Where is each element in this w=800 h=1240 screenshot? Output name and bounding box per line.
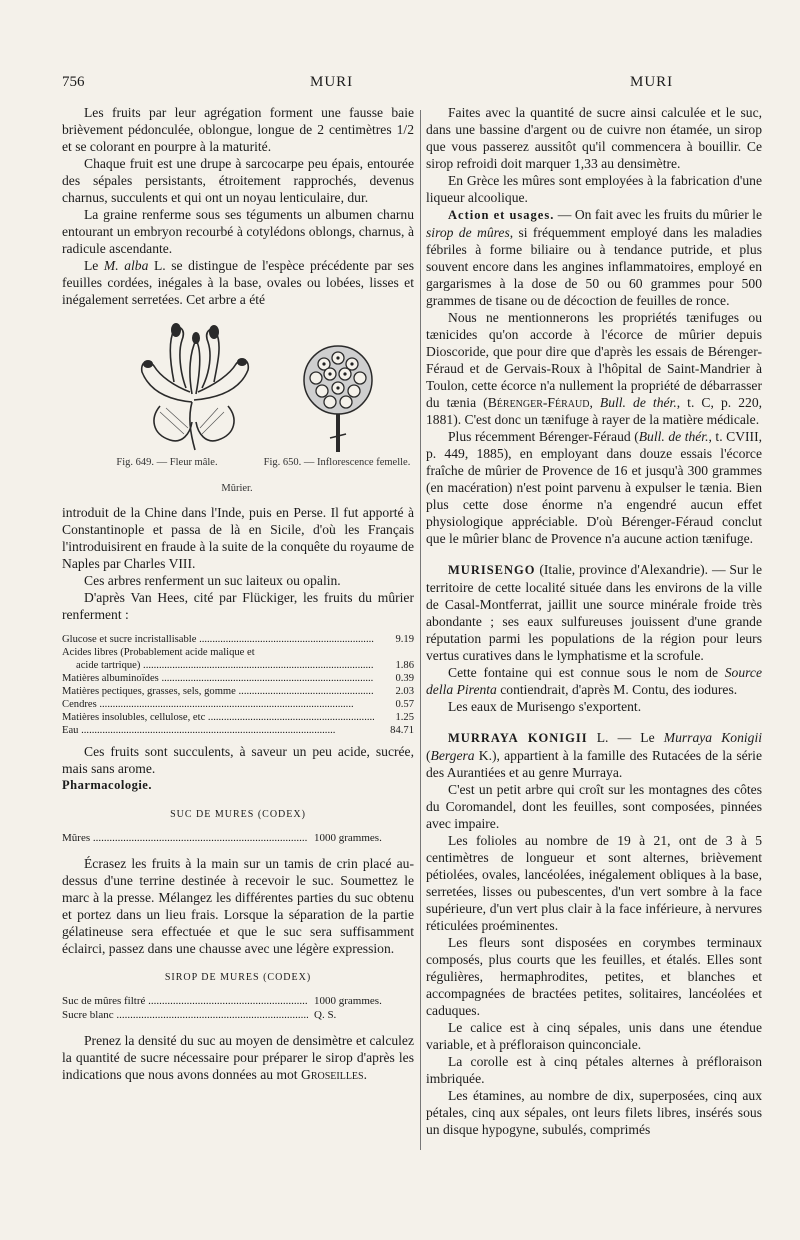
text: Cette fontaine qui est connue sous le nom de [448, 665, 725, 680]
table-row [62, 672, 414, 685]
text: (Italie, province d'Alexandrie). — Sur le territoire de cette localité située dans les environs de la ville de Casal-Montferrat, jaillit une source minérale froide très abondante ; ses eaux sulfureuses jouissent d'une grande réputation parmi les populations de la région pour leurs vertus curatives dans le lymphatisme et la scrofule. [426, 562, 762, 663]
paragraph [426, 309, 762, 428]
species-name: Murraya Konigii [663, 730, 763, 745]
component-value: 1.25 [395, 712, 414, 723]
paragraph [62, 1032, 414, 1083]
figure-caption: Mûrier. [221, 483, 253, 494]
table-row [62, 698, 414, 711]
figures [62, 314, 414, 500]
paragraph [426, 729, 762, 781]
text: Prenez la densité du suc au moyen de densimètre et calculez la quantité de sucre nécessaire pour préparer le sirop d'après les indications que nous avons données au mot [62, 1033, 414, 1082]
ingredient-quantity: 1000 grammes. [314, 995, 382, 1007]
component-name: Acides libres (Probablement acide malique et [62, 647, 255, 658]
italic-text: Source della Pirenta [426, 665, 762, 697]
paragraph: Les étamines, au nombre de dix, superposées, cinq aux pétales, cinq aux sépales, ont leurs filets libres, insérés sous un disque hypogyne, subulés, comprimés [426, 1088, 762, 1137]
paragraph: D'après Van Hees, cité par Flückiger, les fruits du mûrier renferment : [62, 590, 414, 622]
table-row [62, 711, 414, 724]
text: contiendrait, d'après M. Contu, des iodures. [496, 682, 738, 697]
text: K.), appartient à la famille des Rutacées de la série des Aurantiées et au genre Murraya. [426, 748, 762, 780]
recipe-list [62, 831, 414, 845]
paragraph: Les eaux de Murisengo s'exportent. [448, 699, 642, 714]
component-value: 0.39 [395, 673, 414, 684]
table-row [62, 659, 414, 672]
component-name: Matières pectiques, grasses, sels, gomme ..... [62, 685, 374, 698]
section-keyword: Action et usages. [448, 208, 555, 222]
paragraph [62, 257, 414, 308]
paragraph: Ces arbres renferment un suc laiteux ou opalin. [84, 573, 341, 588]
left-column [62, 104, 414, 1083]
component-name: Cendres ..... [62, 698, 374, 711]
text: L. — Le [587, 730, 664, 745]
text: Le [84, 258, 104, 273]
paragraph: Les fruits par leur agrégation forment une fausse baie brièvement pédonculée, oblongue, longue de 2 centimètres 1/2 et se colorant en pourpre à la maturité. [62, 105, 414, 154]
paragraph: En Grèce les mûres sont employées à la fabrication d'une liqueur alcoolique. [426, 173, 762, 205]
component-value: 2.03 [395, 686, 414, 697]
ingredient-quantity: Q. S. [314, 1009, 337, 1021]
paragraph: Le calice est à cinq sépales, unis dans une étendue variable, et à préfloraison quinconciale. [426, 1020, 762, 1052]
paragraph: Les folioles au nombre de 19 à 21, ont de 3 à 5 centimètres de longueur et sont alternes, brièvement pétiolées, ovales, lancéolées, inégalement obliques à la base, serretées, lisses ou pubescentes, d'un vert sombre à la face supérieure, d'un vert plus clair à la face inférieure, à nervures réticulées proéminentes. [426, 833, 762, 933]
ingredient-name: Mûres ..... [62, 831, 308, 845]
list-item [62, 831, 414, 845]
paragraph [426, 428, 762, 547]
right-column [426, 104, 762, 1138]
running-head-right: MURI [630, 74, 674, 90]
ingredient-quantity: 1000 grammes. [314, 832, 382, 844]
component-value: 1.86 [395, 660, 414, 671]
paragraph: Chaque fruit est une drupe à sarcocarpe peu épais, entourée des sépales persistants, étroitement rapprochés, devenus charnus, succulents et qui ont un noyau lenticulaire, dur. [62, 156, 414, 205]
paragraph: Les fleurs sont disposées en corymbes terminaux composés, plus courts que les feuilles, et étalés. Elles sont régulières, hermaphrodites, petites, et blanches et accompagnées de bractées petites, solitaires, lancéolées et caduques. [426, 935, 762, 1018]
paragraph: Faites avec la quantité de sucre ainsi calculée et le suc, dans une bassine d'argent ou de cuivre non étamée, un sirop que vous passerez aussitôt qu'il commencera à bouillir. Ce sirop refroidi doit marquer 1,33 au densimètre. [426, 105, 762, 171]
component-name: Glucose et sucre incristallisable ..... [62, 633, 374, 646]
journal-title: Bull. de thér. [638, 429, 709, 444]
cross-reference: Groseilles [301, 1067, 364, 1082]
recipe-list [62, 994, 414, 1022]
ingredient-name: Sucre blanc ..... [62, 1008, 308, 1022]
italic-text: sirop de mûres [426, 225, 510, 240]
component-name: Matières insolubles, cellulose, etc ..... [62, 711, 374, 724]
text: ( [426, 748, 431, 763]
paragraph: La corolle est à cinq pétales alternes à préfloraison imbriquée. [426, 1054, 762, 1086]
table-row [62, 685, 414, 698]
composition-table [62, 633, 414, 737]
list-item [62, 1008, 414, 1022]
species-name: M. alba [103, 258, 149, 273]
component-value: 0.57 [395, 699, 414, 710]
table-row [62, 724, 414, 737]
recipe-title: SUC DE MURES (CODEX) [170, 809, 306, 820]
component-value: 84.71 [390, 725, 414, 736]
female-inflorescence-illustration [288, 334, 388, 454]
spacer [426, 547, 762, 561]
section-heading: Pharmacologie. [62, 778, 152, 792]
paragraph [426, 664, 762, 698]
paragraph [426, 561, 762, 664]
author-name: Bérenger-Féraud [487, 395, 590, 410]
page-header [62, 74, 758, 98]
text: , t. C, p. 220, 1881). C'est donc un tænifuge à rayer de la matière médicale. [426, 395, 763, 427]
text: . [363, 1067, 368, 1082]
paragraph: Écrasez les fruits à la main sur un tamis de crin placé au-dessus d'une terrine destinée à recevoir le suc. Soumettez le marc à la presse. Mélangez les différentes parties du suc obtenu et portez dans un lieu frais. Lorsque la séparation de la partie gélatineuse sera effectuée et que le suc sera suffisamment éclairci, passez dans une chausse avec une légère expression. [62, 856, 414, 956]
paragraph: Ces fruits sont succulents, à saveur un peu acide, sucrée, mais sans arome. [62, 744, 414, 776]
page-number: 756 [62, 74, 85, 90]
male-flower-illustration [130, 322, 260, 454]
list-item [62, 994, 414, 1008]
figure-caption: Fig. 650. — Inflorescence femelle. [263, 457, 411, 468]
component-value [374, 646, 414, 659]
figure-caption: Fig. 649. — Fleur mâle. [116, 457, 218, 468]
entry-heading: MURISENGO [448, 563, 536, 577]
text: Nous ne mentionnerons les propriétés tænifuges ou tænicides qu'on accorde à l'écorce de mûrier depuis Dioscoride, que pour dire que d'après les essais de Bérenger-Féraud et de Gervais-Roux à l'hôpital de Saint-Mandrier à Toulon, cette écorce n'a nullement la propriété de débarrasser du tænia ( [426, 310, 762, 410]
text: , [589, 395, 600, 410]
text: Plus récemment Bérenger-Féraud ( [448, 429, 639, 444]
component-name: acide tartrique) ..... [76, 659, 374, 672]
ingredient-name: Suc de mûres filtré ..... [62, 994, 308, 1008]
component-name: Eau ..... [62, 724, 374, 737]
paragraph [426, 206, 762, 309]
text: , si fréquemment employé dans les maladies fébriles à forme biliaire ou à tendance putride, et plus souvent encore dans les angines inflammatoires, employé en gargarismes à la dose de 50 ou 60 grammes pour 500 grammes de tisane ou de décoction de feuilles de ronce. [426, 225, 763, 308]
text: — On fait avec les fruits du mûrier le [554, 207, 762, 222]
paragraph: C'est un petit arbre qui croît sur les montagnes des côtes du Coromandel, dont les feuilles, sont composées, pinnées avec impaire. [426, 782, 762, 831]
table-row [62, 646, 414, 659]
running-head-left: MURI [310, 74, 354, 90]
column-divider [420, 110, 421, 1150]
text: L. se distingue de l'espèce précédente par ses feuilles cordées, inégales à la base, ovales ou lobées, lisses et inégalement serretées. Cet arbre a été [62, 258, 414, 307]
genus-name: Bergera [430, 748, 475, 763]
entry-heading: MURRAYA KONIGII [448, 731, 588, 745]
recipe-title: SIROP DE MURES (CODEX) [164, 972, 312, 983]
text: , t. CVIII, p. 449, 1885), en employant dans douze essais l'écorce fraîche de mûrier de Provence de 16 et jusqu'à 300 grammes (en macération) n'est point parvenu à expulser le tænia. Bien plus cette dose énorme n'a engendré aucun effet physiologique appréciable. D'où Bérenger-Féraud conclut que le mûrier blanc de Provence n'a aucune action tænifuge. [426, 429, 763, 546]
component-value: 9.19 [395, 634, 414, 645]
paragraph: introduit de la Chine dans l'Inde, puis en Perse. Il fut apporté à Constantinople et passa de là en Sicile, d'où les Français l'introduisirent en fraude à la suite de la conquête du royaume de Naples par Charles VIII. [62, 505, 414, 571]
journal-title: Bull. de thér. [599, 395, 677, 410]
paragraph: La graine renferme sous ses téguments un albumen charnu entourant un embryon recourbé à cotylédons oblongs, charnus, à radicule ascendante. [62, 207, 414, 256]
table-row [62, 633, 414, 646]
spacer [426, 715, 762, 729]
component-name: Matières albuminoïdes ..... [62, 672, 374, 685]
